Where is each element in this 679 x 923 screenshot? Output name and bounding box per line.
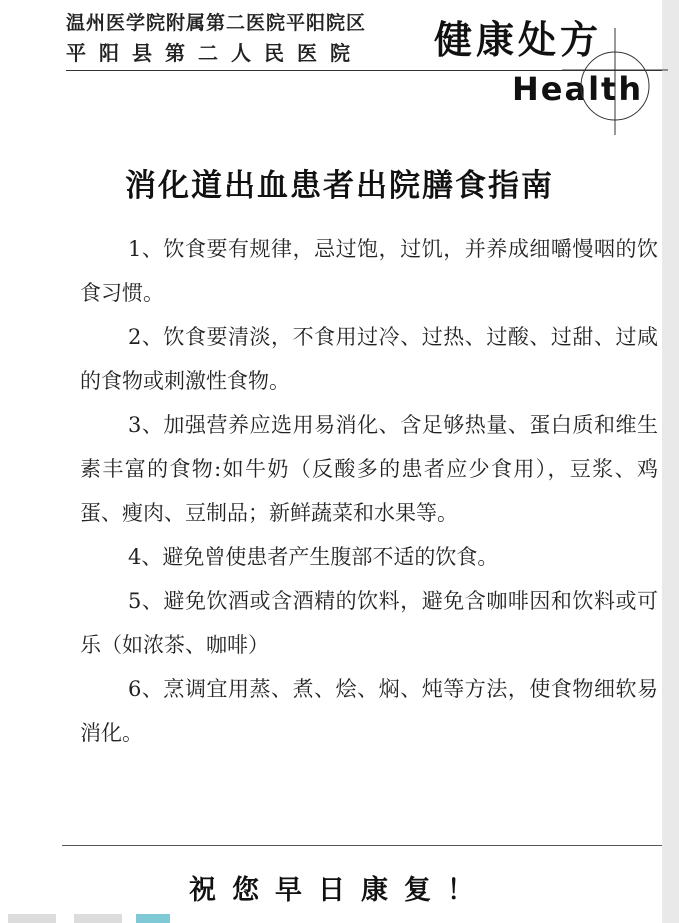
- page-edge: [662, 0, 679, 923]
- guideline-item-2: 2、饮食要清淡，不食用过冷、过热、过酸、过甜、过咸的食物或刺激性食物。: [80, 325, 658, 393]
- guideline-item-6: 6、烹调宜用蒸、煮、烩、焖、炖等方法，使食物细软易消化。: [80, 677, 658, 745]
- hospital-name-line2: 平阳县第二人民医院: [66, 41, 363, 65]
- hospital-name-line1: 温州医学院附属第二医院平阳院区: [66, 12, 367, 34]
- health-prescription-brand: 健康处方: [434, 17, 603, 62]
- guideline-list: [80, 227, 658, 755]
- page-thumbnail-tab-2[interactable]: [74, 914, 122, 923]
- guideline-item-5: 5、避免饮酒或含酒精的饮料，避免含咖啡因和饮料或可乐（如浓茶、咖啡）: [80, 589, 658, 657]
- page-thumbnail-tab-3[interactable]: [136, 914, 170, 923]
- document-title: 消化道出血患者出院膳食指南: [125, 168, 554, 204]
- footer-divider: [62, 845, 662, 846]
- closing-wish: 祝您早日康复！: [189, 875, 490, 906]
- guideline-item-1: 1、饮食要有规律，忌过饱，过饥，并养成细嚼慢咽的饮食习惯。: [80, 237, 658, 305]
- guideline-item-3: 3、加强营养应选用易消化、含足够热量、蛋白质和维生素丰富的食物:如牛奶（反酸多的患者应少食用），豆浆、鸡蛋、瘦肉、豆制品；新鲜蔬菜和水果等。: [80, 413, 658, 525]
- health-english-label: Health: [512, 70, 644, 108]
- page-thumbnail-tab-1[interactable]: [8, 914, 56, 923]
- crosshair-icon: [560, 8, 670, 138]
- guideline-item-4: 4、避免曾使患者产生腹部不适的饮食。: [128, 545, 499, 569]
